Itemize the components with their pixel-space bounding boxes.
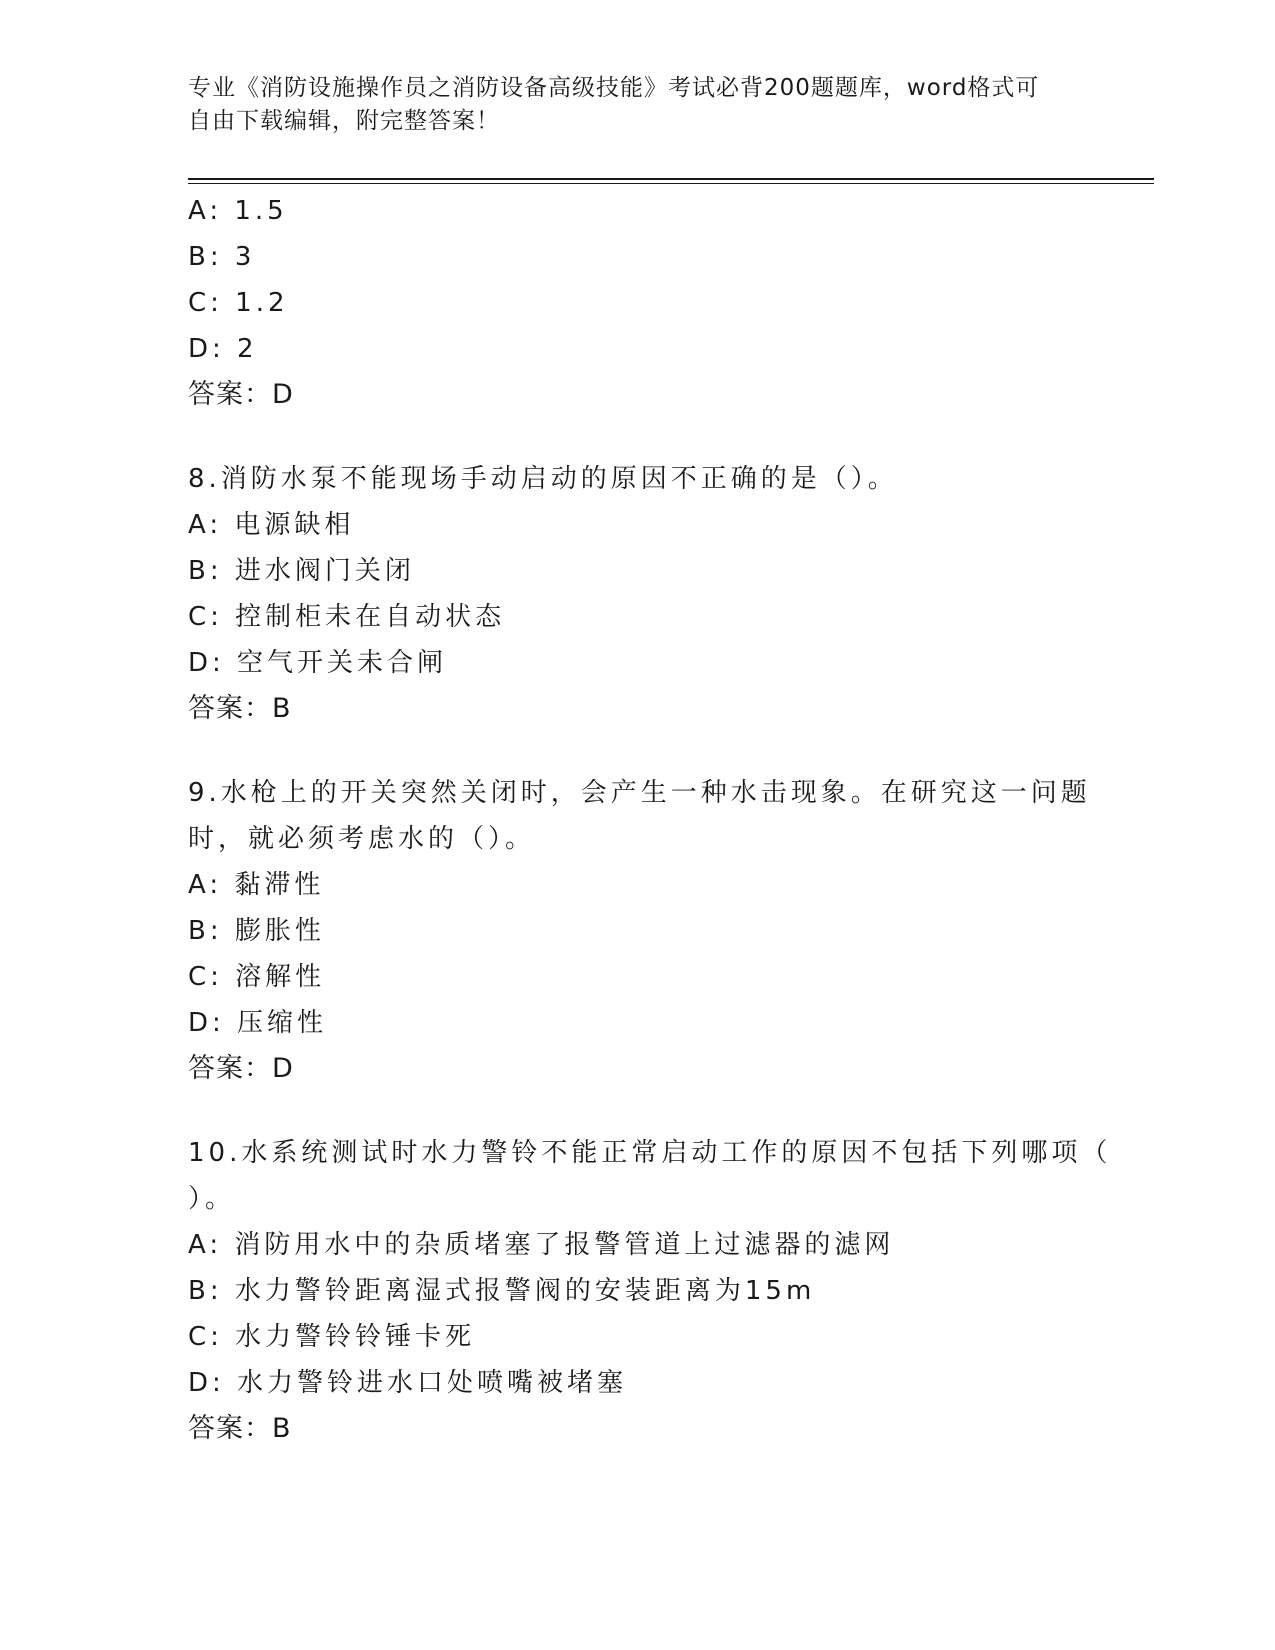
option-b: B: 3: [188, 242, 256, 272]
option-d: D: 水力警铃进水口处喷嘴被堵塞: [188, 1368, 628, 1398]
header-line-2: 自由下载编辑，附完整答案！: [188, 108, 500, 134]
question-stem-line-1: 9.水枪上的开关突然关闭时，会产生一种水击现象。在研究这一问题: [188, 778, 1091, 808]
answer: 答案：D: [188, 1053, 294, 1084]
question-list: [188, 188, 1112, 1452]
question-stem: 8.消防水泵不能现场手动启动的原因不正确的是（）。: [188, 464, 898, 494]
header-rule-thin: [188, 183, 1154, 184]
question-8: [188, 456, 1088, 732]
spacer: [188, 732, 1088, 770]
option-b: B: 膨胀性: [188, 916, 325, 946]
option-a: A: 1.5: [188, 196, 288, 226]
header-line-1: 专业《消防设施操作员之消防设备高级技能》考试必背200题题库，word格式可: [188, 75, 1040, 101]
option-a: A: 黏滞性: [188, 870, 325, 900]
option-c: C: 水力警铃铃锤卡死: [188, 1322, 476, 1352]
spacer: [188, 418, 1088, 456]
question-stem-line-2: 时，就必须考虑水的（）。: [188, 824, 536, 854]
question-7: [188, 188, 1088, 418]
option-d: D: 空气开关未合闸: [188, 648, 448, 678]
option-a: A: 消防用水中的杂质堵塞了报警管道上过滤器的滤网: [188, 1230, 895, 1260]
header-rule-thick: [188, 178, 1154, 180]
option-d: D: 2: [188, 334, 258, 364]
option-b: B: 进水阀门关闭: [188, 556, 415, 586]
question-stem-line-2: ）。: [188, 1184, 236, 1214]
answer: 答案：B: [188, 693, 292, 724]
question-stem-line-1: 10.水系统测试时水力警铃不能正常启动工作的原因不包括下列哪项（: [188, 1138, 1112, 1168]
question-10: [188, 1130, 1112, 1452]
document-header: [188, 72, 1088, 138]
answer: 答案：D: [188, 379, 294, 410]
option-a: A: 电源缺相: [188, 510, 355, 540]
option-d: D: 压缩性: [188, 1008, 328, 1038]
option-c: C: 控制柜未在自动状态: [188, 602, 506, 632]
option-b: B: 水力警铃距离湿式报警阀的安装距离为15m: [188, 1276, 816, 1306]
option-c: C: 1.2: [188, 288, 289, 318]
option-c: C: 溶解性: [188, 962, 326, 992]
spacer: [188, 1092, 1088, 1130]
question-9: [188, 770, 1091, 1092]
answer: 答案：B: [188, 1413, 292, 1444]
